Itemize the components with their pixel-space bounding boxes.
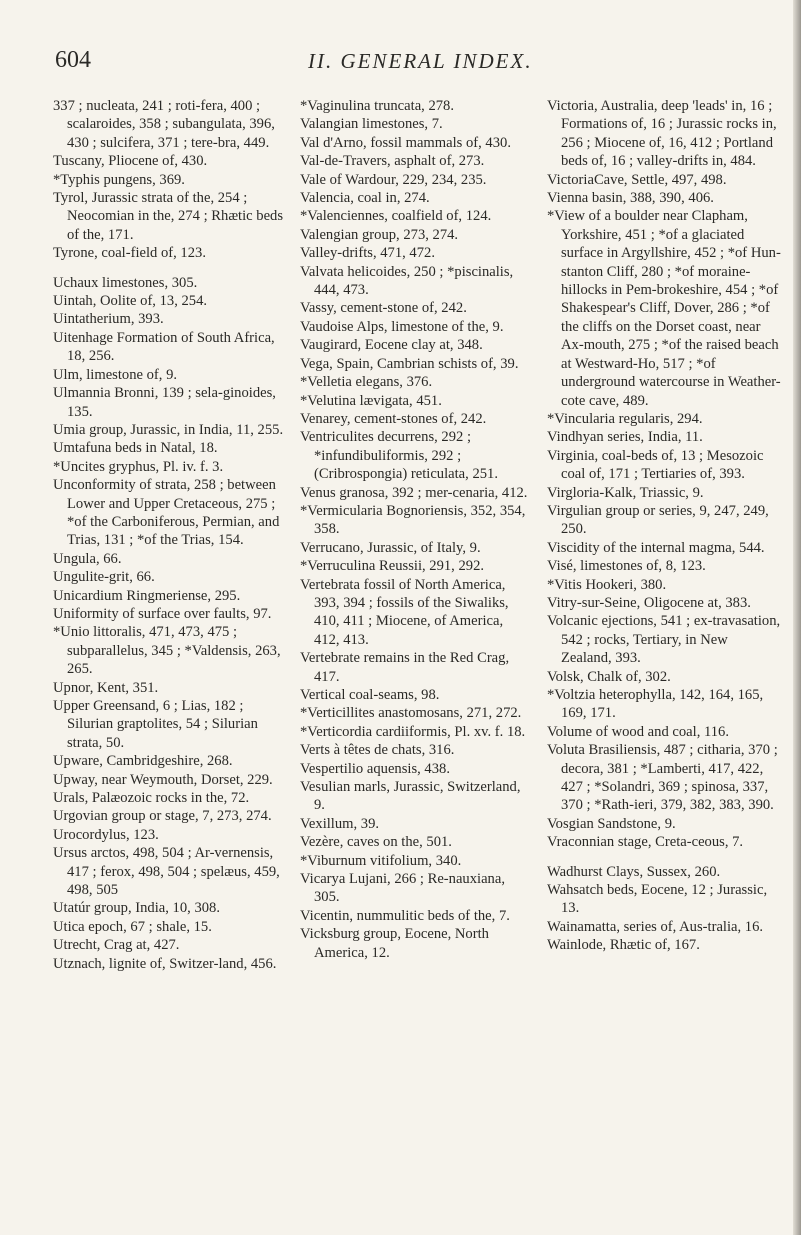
index-entry: *Vincularia regularis, 294. <box>547 410 703 427</box>
index-entry: Valvata helicoides, 250 ; *piscinalis, 444, 473. <box>300 263 514 299</box>
index-entry: Victoria, Australia, deep 'leads' in, 16 ; Formations of, 16 ; Jurassic rocks in, 256 ; Miocene of, 16, 412 ; Portland beds of, 16 ; valley-drifts in, 484. <box>547 98 777 170</box>
index-entry: Urocordylus, 123. <box>53 826 159 843</box>
index-entry: Vertebrate remains in the Red Crag, 417. <box>300 650 510 685</box>
index-entry: Valley-drifts, 471, 472. <box>300 245 435 262</box>
index-entry: Uintatherium, 393. <box>53 311 164 328</box>
index-entry: Verrucano, Jurassic, of Italy, 9. <box>300 539 481 556</box>
index-column-2 <box>300 97 532 962</box>
index-entry: *Uncites gryphus, Pl. iv. f. 3. <box>53 458 224 475</box>
index-entry: Utznach, lignite of, Switzer-land, 456. <box>53 955 277 972</box>
index-entry: Vespertilio aquensis, 438. <box>300 760 450 777</box>
index-entry: Upware, Cambridgeshire, 268. <box>53 753 233 770</box>
index-entry: Utica epoch, 67 ; shale, 15. <box>53 918 212 935</box>
index-entry: *Verticordia cardiiformis, Pl. xv. f. 18. <box>300 723 526 740</box>
index-entry: Ungula, 66. <box>53 550 122 567</box>
index-entry: *Velutina lævigata, 451. <box>300 392 442 409</box>
index-entry: Voluta Brasiliensis, 487 ; citharia, 370 ; decora, 381 ; *Lamberti, 417, 422, 427 ; *Solandri, 369 ; spinosa, 337, 370 ; *Rath-ieri, 379, 382, 383, 390. <box>547 742 778 814</box>
index-entry: Vicarya Lujani, 266 ; Re-nauxiana, 305. <box>300 871 505 906</box>
index-entry: Vega, Spain, Cambrian schists of, 39. <box>300 355 519 372</box>
index-column-1 <box>53 97 285 973</box>
index-entry: Unconformity of strata, 258 ; between Lower and Upper Cretaceous, 275 ; *of the Carboniferous, Permian, and Trias, 131 ; *of the Trias, 154. <box>53 477 280 549</box>
index-entry: Upway, near Weymouth, Dorset, 229. <box>53 771 273 788</box>
index-entry: Val d'Arno, fossil mammals of, 430. <box>300 134 511 151</box>
index-entry: *Velletia elegans, 376. <box>300 374 433 391</box>
index-entry: Uniformity of surface over faults, 97. <box>53 605 272 622</box>
index-entry: Virginia, coal-beds of, 13 ; Mesozoic coal of, 171 ; Tertiaries of, 393. <box>547 447 764 483</box>
index-entry: Viscidity of the internal magma, 544. <box>547 539 765 556</box>
index-entry: 337 ; nucleata, 241 ; roti-fera, 400 ; scalaroides, 358 ; subangulata, 396, 430 ; sulcifera, 371 ; tere-bra, 449. <box>53 98 275 151</box>
index-entry: *Verruculina Reussii, 291, 292. <box>300 558 485 575</box>
index-entry: Volcanic ejections, 541 ; ex-travasation, 542 ; rocks, Tertiary, in New Zealand, 393. <box>547 613 781 667</box>
index-entry: *Unio littoralis, 471, 473, 475 ; subparallelus, 345 ; *Valdensis, 263, 265. <box>53 624 281 678</box>
running-head: II. GENERAL INDEX. <box>308 49 533 73</box>
index-entry: *Vermicularia Bognoriensis, 352, 354, 358. <box>300 502 526 538</box>
page-number: 604 <box>55 47 91 73</box>
index-entry: Uintah, Oolite of, 13, 254. <box>53 293 208 310</box>
index-entry: Tuscany, Pliocene of, 430. <box>53 153 208 170</box>
index-entry: Vale of Wardour, 229, 234, 235. <box>300 171 487 188</box>
index-entry: Verts à têtes de chats, 316. <box>300 742 455 759</box>
index-entry: Umia group, Jurassic, in India, 11, 255. <box>53 421 284 438</box>
index-entry: Vicentin, nummulitic beds of the, 7. <box>300 907 510 924</box>
index-entry: Visé, limestones of, 8, 123. <box>547 558 706 575</box>
index-entry: VictoriaCave, Settle, 497, 498. <box>547 171 727 188</box>
index-entry: Venarey, cement-stones of, 242. <box>300 410 487 427</box>
index-entry: Uitenhage Formation of South Africa, 18, 256. <box>53 329 275 365</box>
index-entry: Valencia, coal in, 274. <box>300 190 430 207</box>
index-entry: *Viburnum vitifolium, 340. <box>300 852 462 869</box>
index-entry: Urals, Palæozoic rocks in the, 72. <box>53 790 250 807</box>
index-entry: Vitry-sur-Seine, Oligocene at, 383. <box>547 594 751 611</box>
index-entry: Upnor, Kent, 351. <box>53 679 159 696</box>
index-entry: *Vaginulina truncata, 278. <box>300 98 455 114</box>
index-entry: Tyrone, coal-field of, 123. <box>53 245 206 262</box>
index-entry: Unicardium Ringmeriense, 295. <box>53 587 241 604</box>
index-entry: *Voltzia heterophylla, 142, 164, 165, 169, 171. <box>547 687 764 722</box>
index-entry: Valangian limestones, 7. <box>300 116 443 133</box>
index-entry: Vassy, cement-stone of, 242. <box>300 300 467 317</box>
index-entry: Uchaux limestones, 305. <box>53 274 198 291</box>
page-edge-shadow <box>793 0 801 1235</box>
index-entry: Wainamatta, series of, Aus-tralia, 16. <box>547 918 764 935</box>
index-entry: Vienna basin, 388, 390, 406. <box>547 190 714 207</box>
index-entry: Virgulian group or series, 9, 247, 249, 250. <box>547 502 769 538</box>
index-entry: Vindhyan series, India, 11. <box>547 429 703 446</box>
index-entry: Ulm, limestone of, 9. <box>53 366 178 383</box>
index-entry: Urgovian group or stage, 7, 273, 274. <box>53 808 272 825</box>
index-entry: Vexillum, 39. <box>300 815 380 832</box>
index-entry: *View of a boulder near Clapham, Yorkshire, 451 ; *of a glaciated surface in Argyllshire, 452 ; *of Hun-stanton Cliff, 280 ; *of moraine-hillocks in Pem-brokeshire, 454 ; *of Shakespear's Cliff, Dover, 286 ; *of the cliffs on the Dorset coast, near Ax-mouth, 275 ; *of the raised beach at Westward-Ho, 517 ; *of underground watercourse in Weather-cote cave, 489. <box>547 208 781 409</box>
index-entry: Volume of wood and coal, 116. <box>547 723 729 740</box>
index-entry: Virgloria-Kalk, Triassic, 9. <box>547 484 704 501</box>
index-entry: *Verticillites anastomosans, 271, 272. <box>300 705 522 722</box>
index-entry: Utrecht, Crag at, 427. <box>53 937 180 954</box>
index-entry: Ulmannia Bronni, 139 ; sela-ginoides, 135. <box>53 385 276 420</box>
index-entry: Utatúr group, India, 10, 308. <box>53 900 220 917</box>
index-entry: Wahsatch beds, Eocene, 12 ; Jurassic, 13. <box>547 882 768 917</box>
index-entry: Vicksburg group, Eocene, North America, 12. <box>300 926 489 961</box>
index-entry: Ungulite-grit, 66. <box>53 569 155 586</box>
index-entry: *Vitis Hookeri, 380. <box>547 576 667 593</box>
index-entry: Upper Greensand, 6 ; Lias, 182 ; Silurian graptolites, 54 ; Silurian strata, 50. <box>53 698 258 751</box>
index-entry: Ventriculites decurrens, 292 ; *infundibuliformis, 292 ; (Cribrospongia) reticulata, 251. <box>300 429 498 483</box>
index-entry: Umtafuna beds in Natal, 18. <box>53 440 218 457</box>
index-entry: Venus granosa, 392 ; mer-cenaria, 412. <box>300 484 528 501</box>
index-entry: *Valenciennes, coalfield of, 124. <box>300 208 492 225</box>
index-entry: Val-de-Travers, asphalt of, 273. <box>300 153 485 170</box>
index-entry: Vaugirard, Eocene clay at, 348. <box>300 337 483 354</box>
index-entry: *Typhis pungens, 369. <box>53 171 185 188</box>
index-entry: Wainlode, Rhætic of, 167. <box>547 937 700 954</box>
index-entry: Vesulian marls, Jurassic, Switzerland, 9. <box>300 779 521 814</box>
index-entry: Vaudoise Alps, limestone of the, 9. <box>300 318 504 335</box>
index-entry: Vertical coal-seams, 98. <box>300 687 440 703</box>
index-entry: Ursus arctos, 498, 504 ; Ar-vernensis, 417 ; ferox, 498, 504 ; spelæus, 459, 498, 505 <box>53 845 280 899</box>
index-column-3 <box>547 97 781 955</box>
index-entry: Valengian group, 273, 274. <box>300 226 459 243</box>
index-entry: Tyrol, Jurassic strata of the, 254 ; Neocomian in the, 274 ; Rhætic beds of the, 171. <box>53 190 284 243</box>
index-entry: Volsk, Chalk of, 302. <box>547 668 671 685</box>
index-entry: Vosgian Sandstone, 9. <box>547 815 676 832</box>
index-entry: Wadhurst Clays, Sussex, 260. <box>547 863 721 880</box>
index-entry: Vertebrata fossil of North America, 393, 394 ; fossils of the Siwaliks, 410, 411 ; Miocene, of America, 412, 413. <box>300 576 509 648</box>
index-entry: Vezère, caves on the, 501. <box>300 834 452 851</box>
index-entry: Vraconnian stage, Creta-ceous, 7. <box>547 834 744 851</box>
